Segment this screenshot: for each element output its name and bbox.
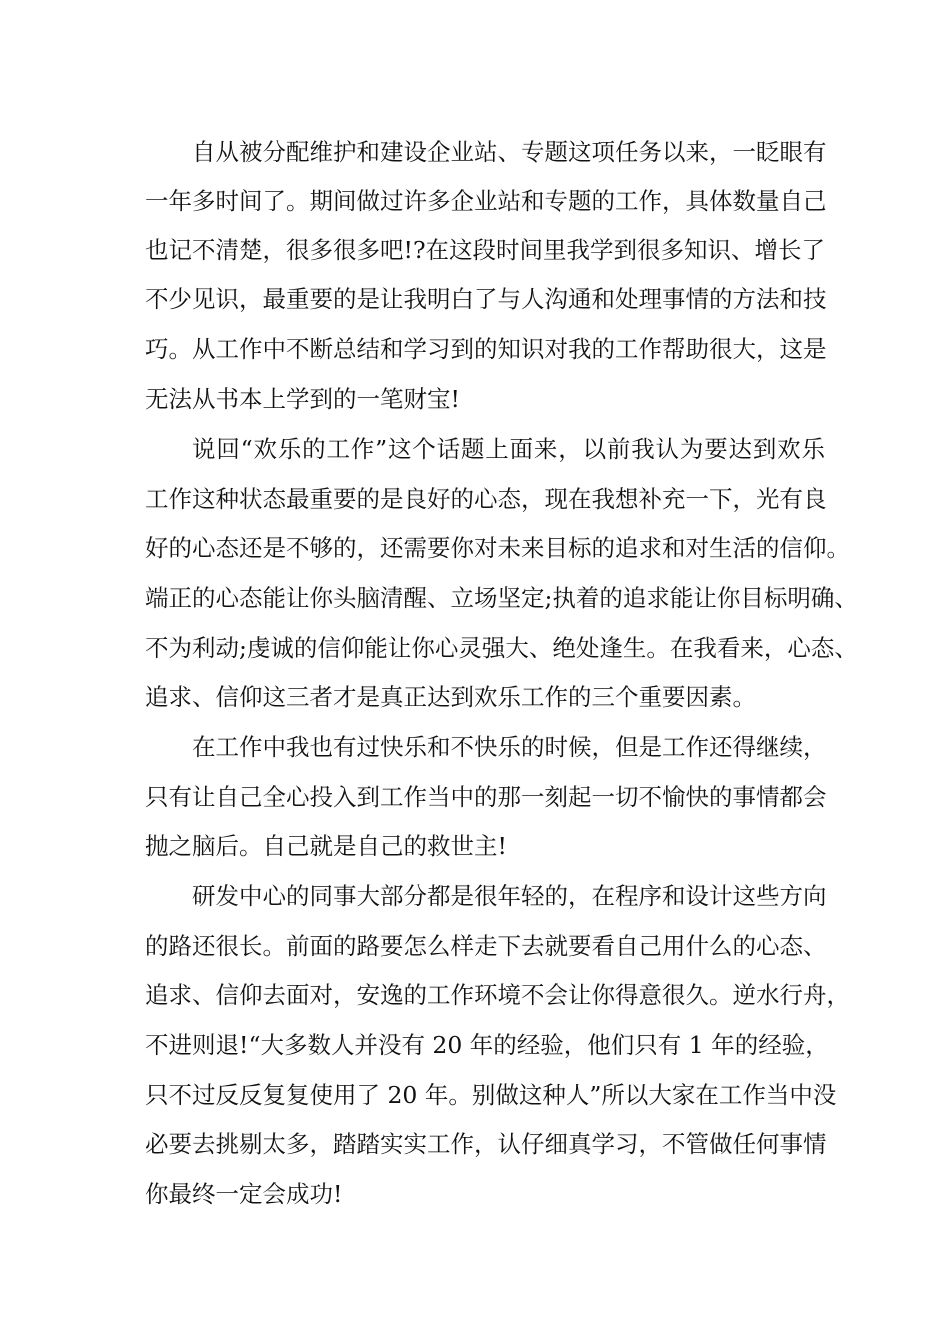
paragraph-4-line-4: 不进则退!“大多数人并没有 20 年的经验，他们只有 1 年的经验， <box>145 1031 829 1059</box>
paragraph-3-line-1: 在工作中我也有过快乐和不快乐的时候，但是工作还得继续， <box>192 733 827 761</box>
paragraph-4-line-3: 追求、信仰去面对，安逸的工作环境不会让你得意很久。逆水行舟， <box>145 981 850 1009</box>
paragraph-1-line-4: 不少见识，最重要的是让我明白了与人沟通和处理事情的方法和技 <box>145 285 827 313</box>
paragraph-2-line-2: 工作这种状态最重要的是良好的心态，现在我想补充一下，光有良 <box>145 485 827 513</box>
paragraph-4-line-5: 只不过反反复复使用了 20 年。别做这种人”所以大家在工作当中没 <box>145 1081 837 1109</box>
paragraph-1-line-2: 一年多时间了。期间做过许多企业站和专题的工作，具体数量自己 <box>145 187 827 215</box>
paragraph-2-line-5: 不为利动;虔诚的信仰能让你心灵强大、绝处逢生。在我看来，心态、 <box>145 634 858 662</box>
paragraph-2-line-3: 好的心态还是不够的，还需要你对未来目标的追求和对生活的信仰。 <box>145 534 850 562</box>
paragraph-4-line-1: 研发中心的同事大部分都是很年轻的，在程序和设计这些方向 <box>192 882 827 910</box>
paragraph-3-line-2: 只有让自己全心投入到工作当中的那一刻起一切不愉快的事情都会 <box>145 783 827 811</box>
paragraph-1-line-1: 自从被分配维护和建设企业站、专题这项任务以来，一眨眼有 <box>192 138 827 166</box>
paragraph-2-line-6: 追求、信仰这三者才是真正达到欢乐工作的三个重要因素。 <box>145 683 756 711</box>
paragraph-1-line-6: 无法从书本上学到的一笔财宝! <box>145 385 460 413</box>
paragraph-2-line-4: 端正的心态能让你头脑清醒、立场坚定;执着的追求能让你目标明确、 <box>145 584 858 612</box>
paragraph-2-line-1: 说回“欢乐的工作”这个话题上面来，以前我认为要达到欢乐 <box>192 435 825 463</box>
paragraph-4-line-2: 的路还很长。前面的路要怎么样走下去就要看自己用什么的心态、 <box>145 932 827 960</box>
paragraph-4-line-6: 必要去挑剔太多，踏踏实实工作，认仔细真学习，不管做任何事情 <box>145 1130 827 1158</box>
paragraph-1-line-5: 巧。从工作中不断总结和学习到的知识对我的工作帮助很大，这是 <box>145 335 827 363</box>
paragraph-1-line-3: 也记不清楚，很多很多吧!?在这段时间里我学到很多知识、增长了 <box>145 236 826 264</box>
paragraph-4-line-7: 你最终一定会成功! <box>145 1180 343 1208</box>
paragraph-3-line-3: 抛之脑后。自己就是自己的救世主! <box>145 832 507 860</box>
